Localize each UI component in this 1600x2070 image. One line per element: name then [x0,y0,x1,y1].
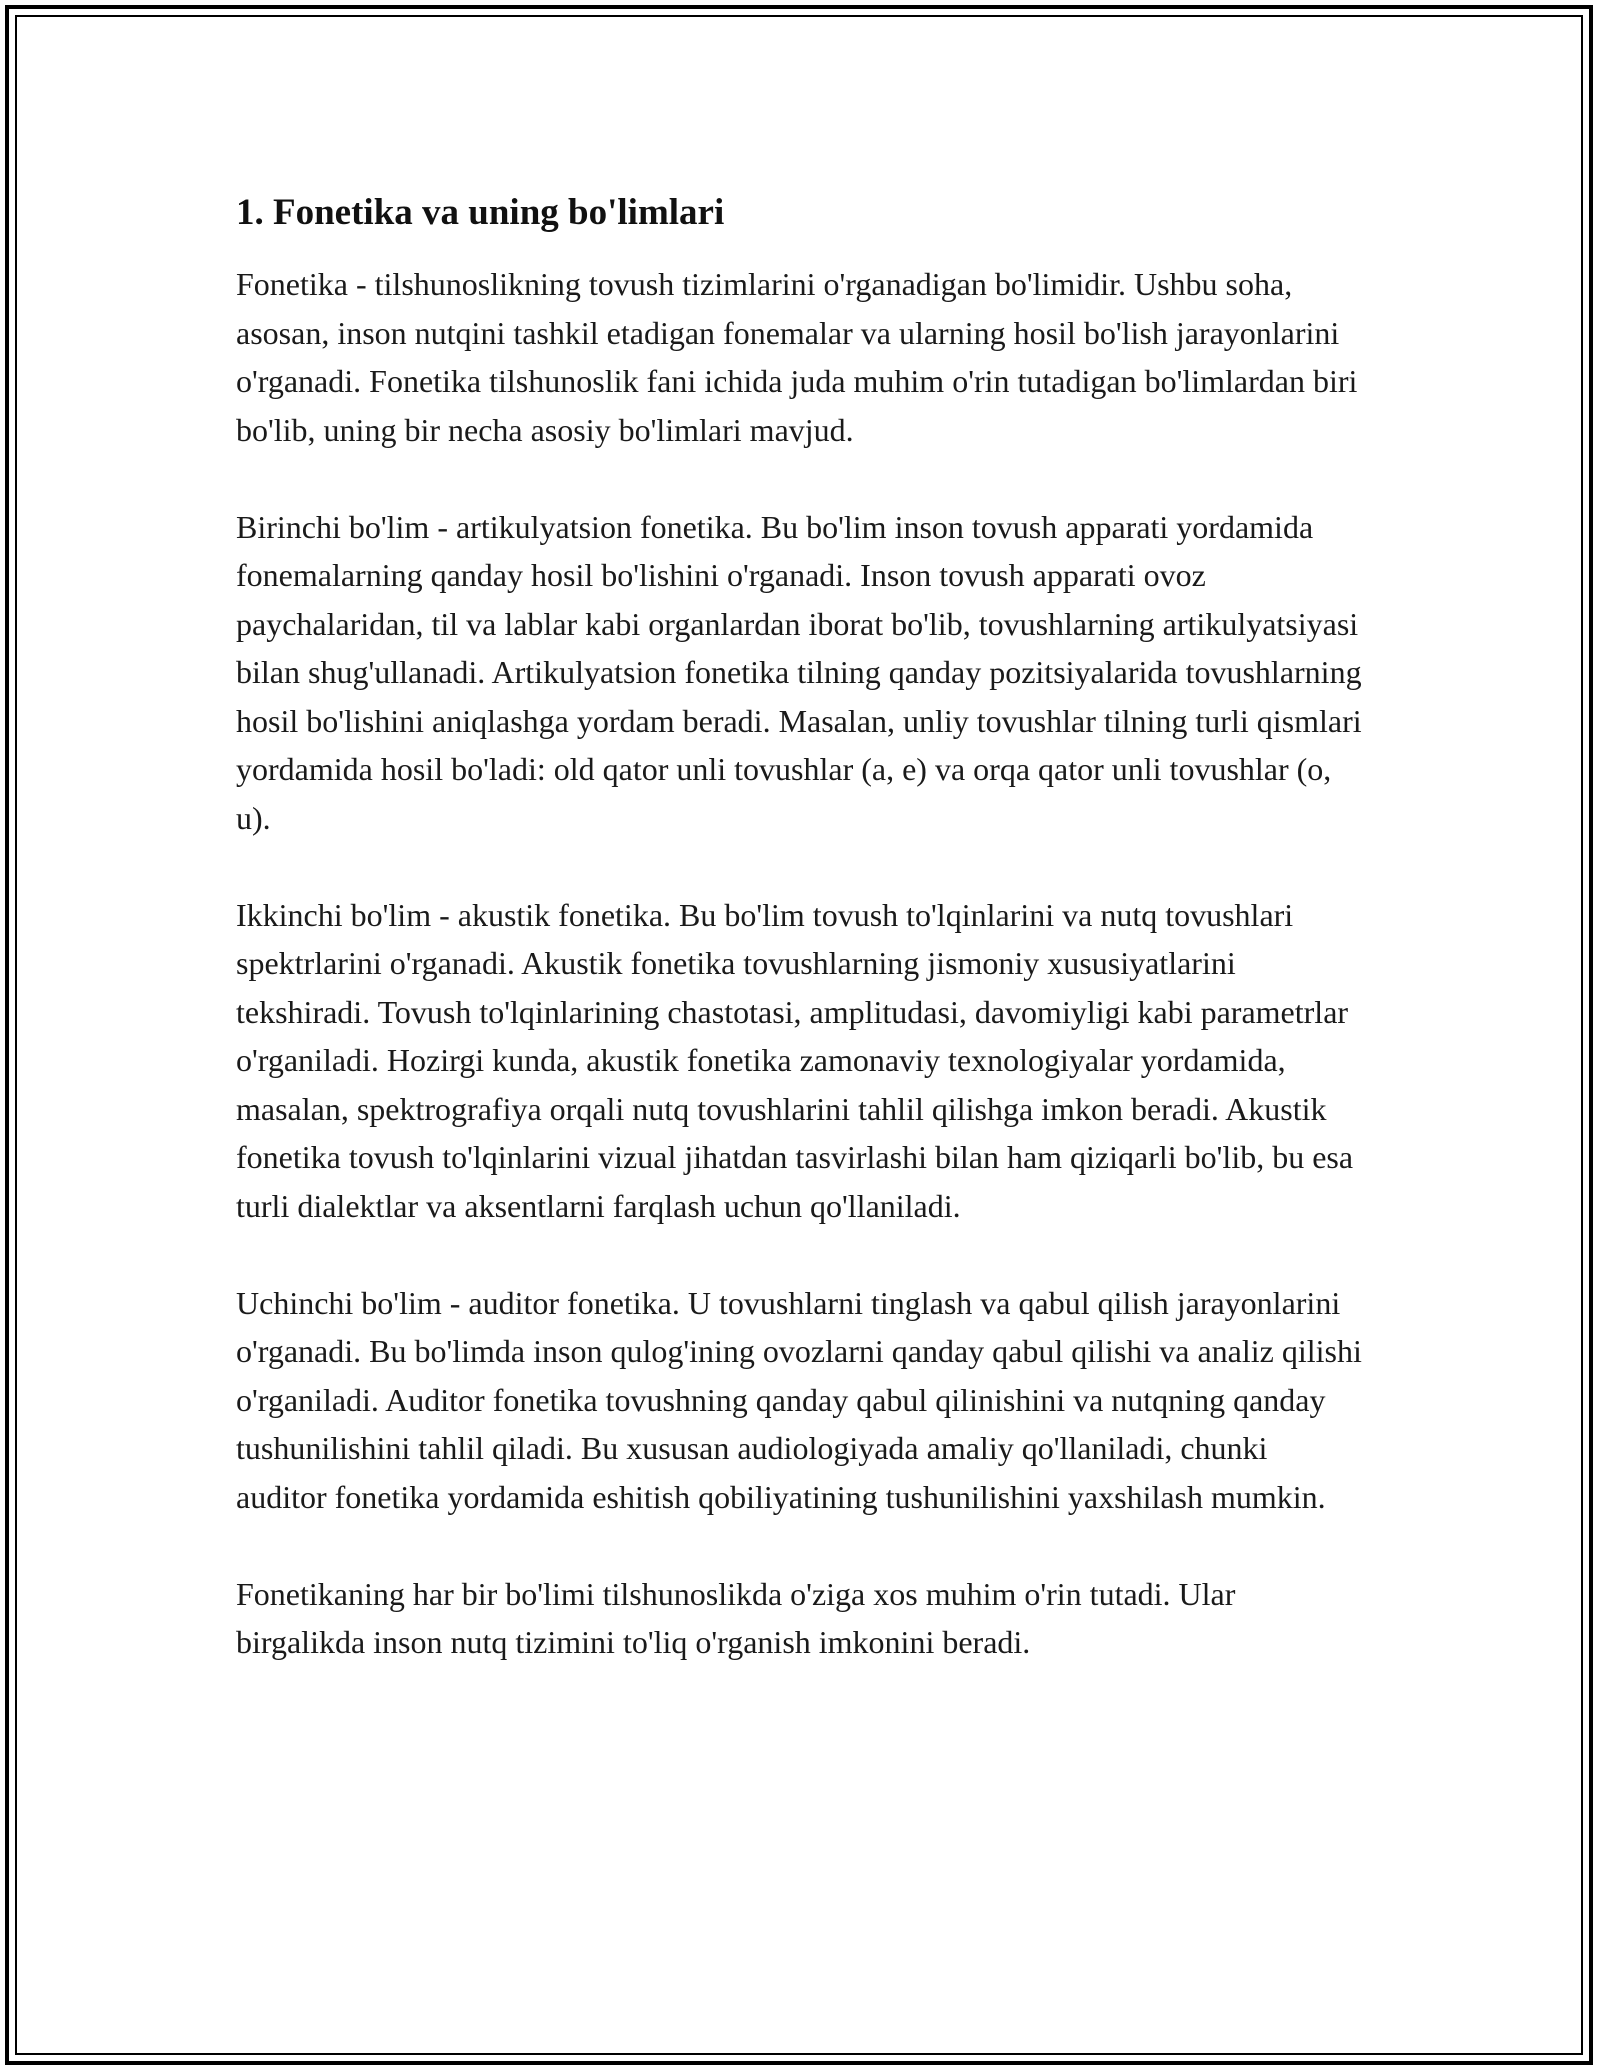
paragraph-intro: Fonetika - tilshunoslikning tovush tizimlarini o'rganadigan bo'limidir. Ushbu soha, asosan, inson nutqini tashkil etadigan fonemalar va ularning hosil bo'lish jarayonlarini o'rganadi. Fonetika tilshunoslik fani ichida juda muhim o'rin tutadigan bo'limlardan biri bo'lib, uning bir necha asosiy bo'limlari mavjud. [236,266,1358,448]
paragraph-articulatory: Birinchi bo'lim - artikulyatsion fonetika. Bu bo'lim inson tovush apparati yordamida fonemalarning qanday hosil bo'lishini o'rganadi. Inson tovush apparati ovoz paychalaridan, til va lablar kabi organlardan iborat bo'lib, tovushlarning artikulyatsiyasi bilan shug'ullanadi. Artikulyatsion fonetika tilning qanday pozitsiyalarida tovushlarning hosil bo'lishini aniqlashga yordam beradi. Masalan, unliy tovushlar tilning turli qismlari yordamida hosil bo'ladi: old qator unli tovushlar (a, e) va orqa qator unli tovushlar (o, u). [236,508,1362,836]
document-body [236,188,1366,1715]
section-heading: 1. Fonetika va uning bo'limlari [236,192,725,233]
paragraph-acoustic: Ikkinchi bo'lim - akustik fonetika. Bu bo'lim tovush to'lqinlarini va nutq tovushlari spektrlarini o'rganadi. Akustik fonetika tovushlarning jismoniy xususiyatlarini tekshiradi. Tovush to'lqinlarining chastotasi, amplitudasi, davomiyligi kabi parametrlar o'rganiladi. Hozirgi kunda, akustik fonetika zamonaviy texnologiyalar yordamida, masalan, spektrografiya orqali nutq tovushlarini tahlil qilishga imkon beradi. Akustik fonetika tovush to'lqinlarini vizual jihatdan tasvirlashi bilan ham qiziqarli bo'lib, bu esa turli dialektlar va aksentlarni farqlash uchun qo'llaniladi. [236,896,1354,1224]
paragraph-conclusion: Fonetikaning har bir bo'limi tilshunoslikda o'ziga xos muhim o'rin tutadi. Ular birgalikda inson nutq tizimini to'liq o'rganish imkonini beradi. [236,1575,1236,1660]
paragraph-auditory: Uchinchi bo'lim - auditor fonetika. U tovushlarni tinglash va qabul qilish jarayonlarini o'rganadi. Bu bo'limda inson qulog'ining ovozlarni qanday qabul qilishi va analiz qilishi o'rganiladi. Auditor fonetika tovushning qanday qabul qilinishini va nutqning qanday tushunilishini tahlil qiladi. Bu xususan audiologiyada amaliy qo'llaniladi, chunki auditor fonetika yordamida eshitish qobiliyatining tushunilishini yaxshilash mumkin. [236,1284,1362,1515]
